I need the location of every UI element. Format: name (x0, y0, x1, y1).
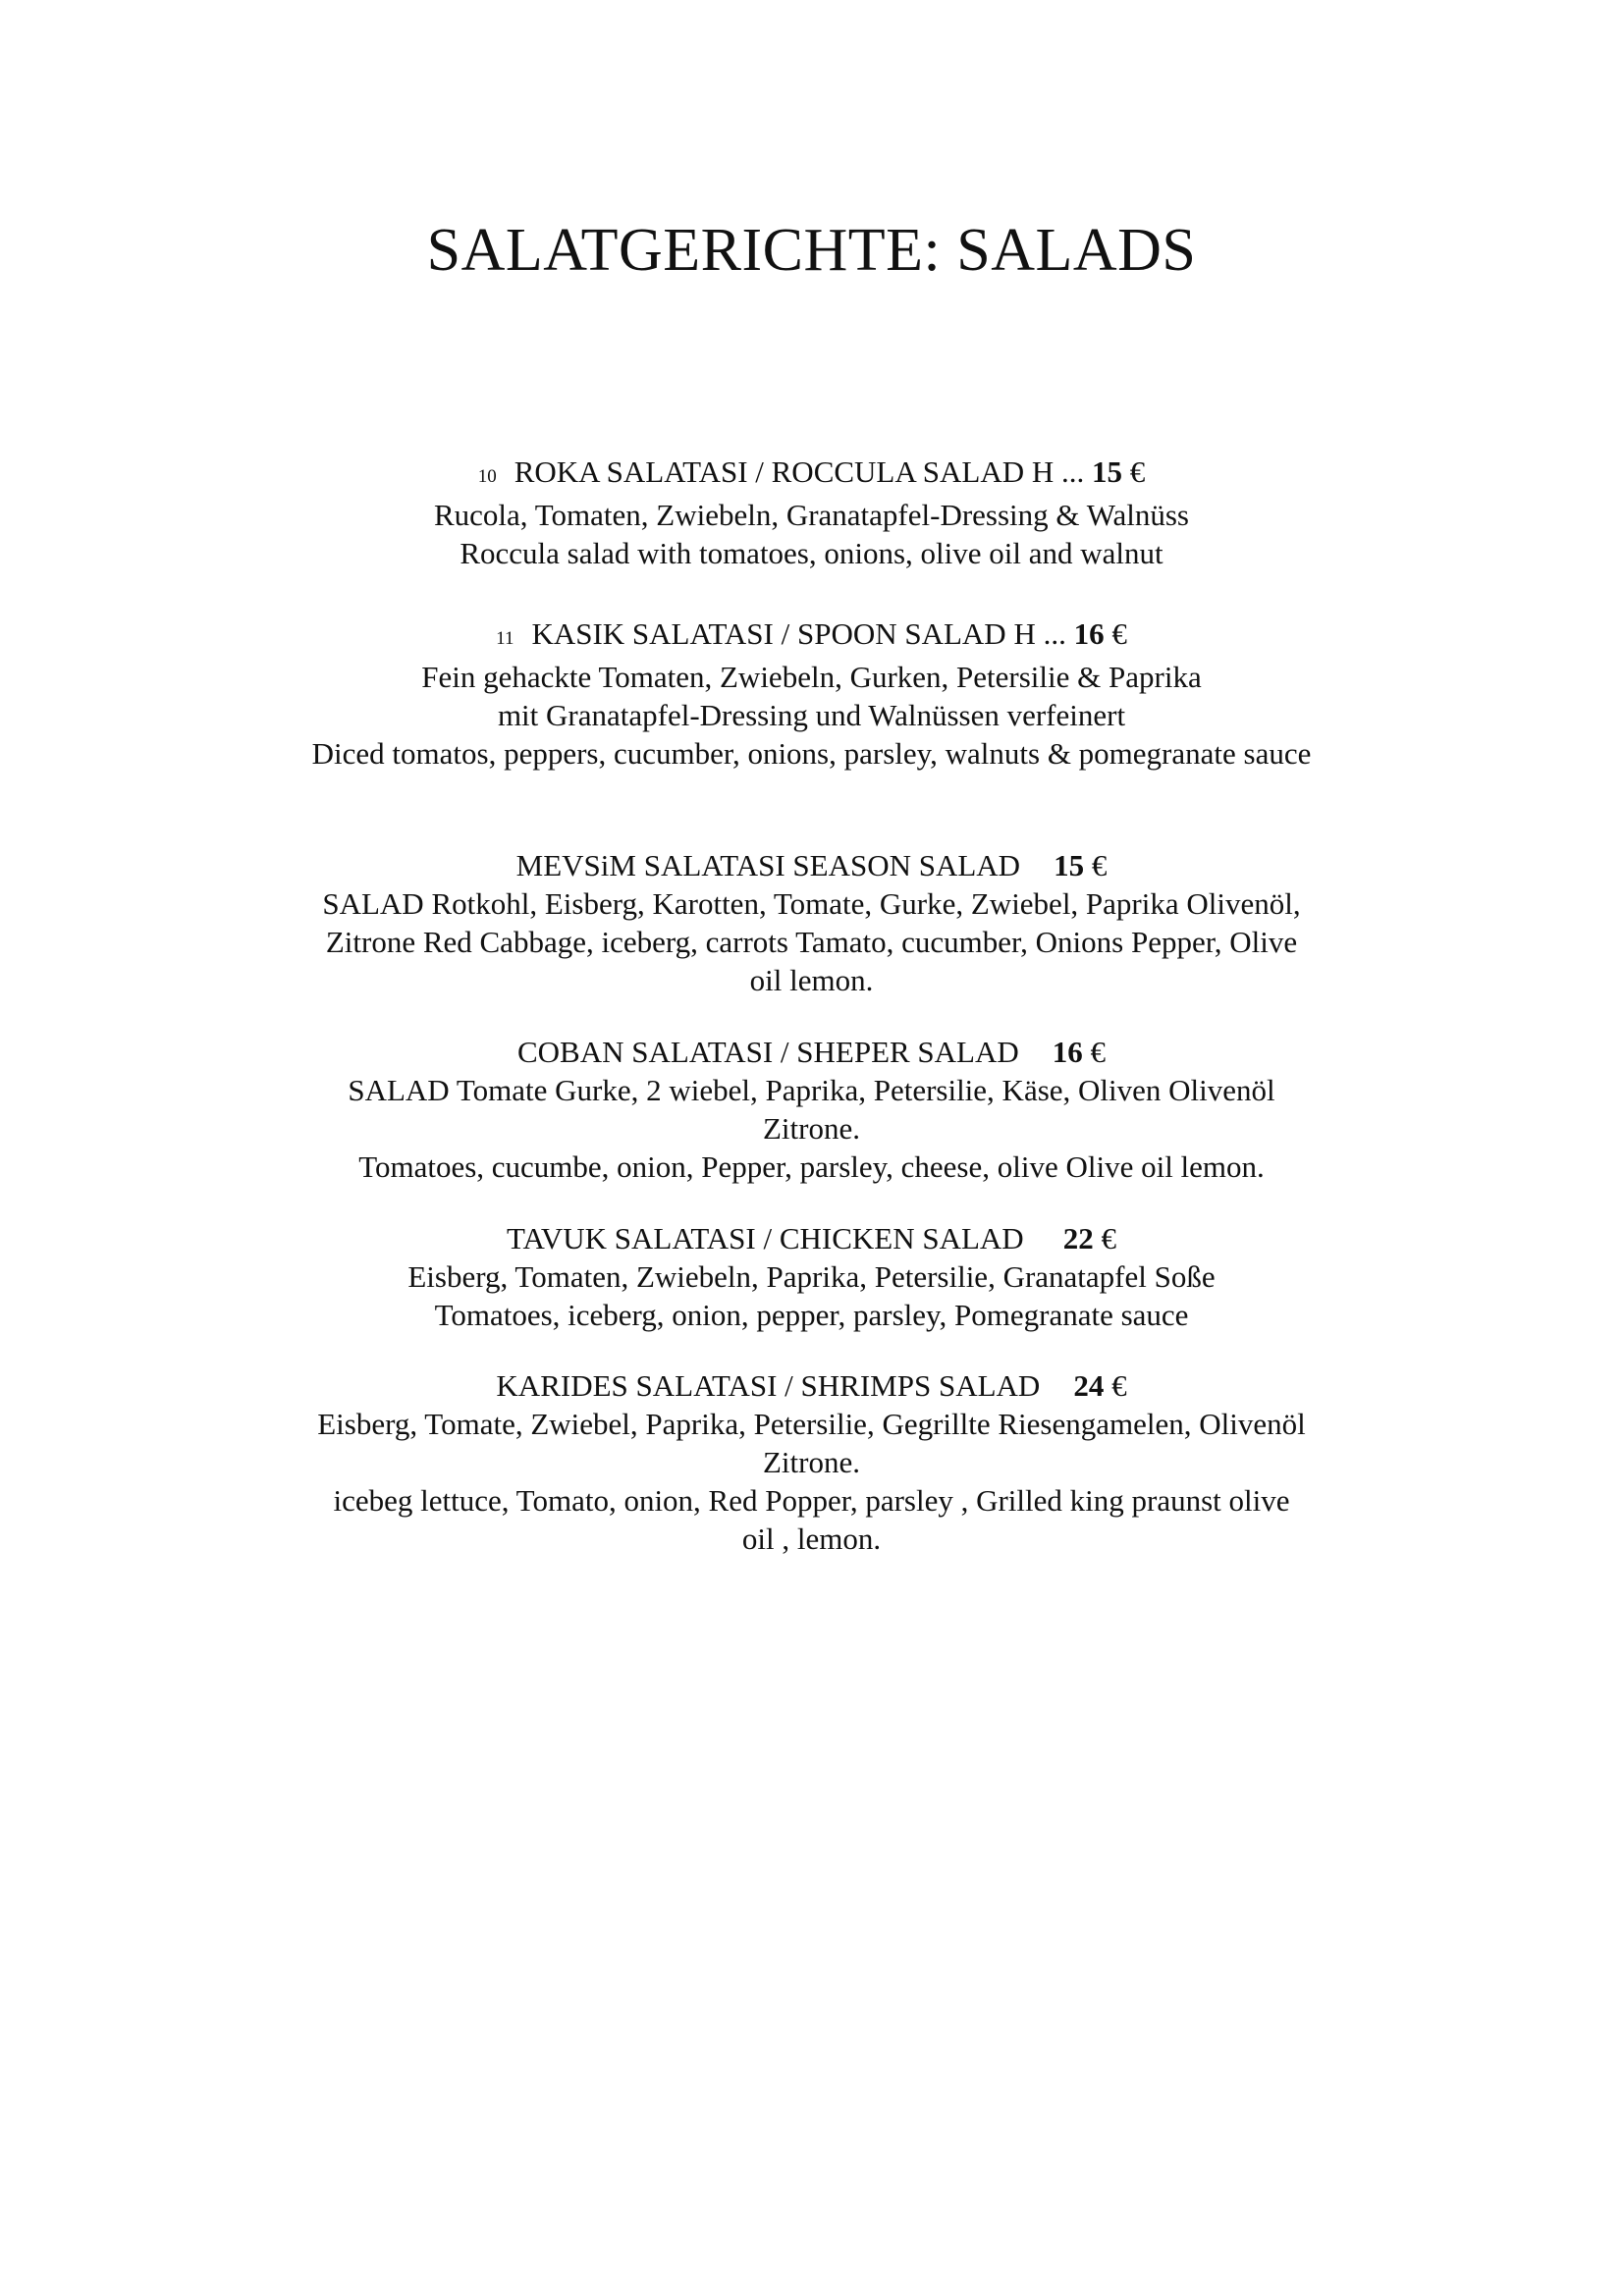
menu-item-header (0, 1033, 1623, 1071)
item-name: KARIDES SALATASI / SHRIMPS SALAD (496, 1368, 1041, 1403)
menu-item-tavuk-salatasi (0, 1219, 1623, 1334)
item-name: COBAN SALATASI / SHEPER SALAD (516, 1035, 1019, 1069)
item-description-line: mit Granatapfel-Dressing und Walnüssen verfeinert (497, 698, 1126, 732)
menu-item-header (0, 614, 1623, 658)
menu-item-header (0, 1219, 1623, 1257)
item-description-line: oil , lemon. (741, 1522, 882, 1556)
item-description-line: Diced tomatos, peppers, cucumber, onions, parsley, walnuts & pomegranate sauce (311, 736, 1312, 771)
item-description-line: icebeg lettuce, Tomato, onion, Red Popper, parsley , Grilled king praunst olive (333, 1483, 1290, 1518)
item-description-de: Eisberg, Tomaten, Zwiebeln, Paprika, Petersilie, Granatapfel Soße (407, 1259, 1216, 1294)
item-name: TAVUK SALATASI / CHICKEN SALAD (507, 1221, 1024, 1255)
item-description-en: Tomatoes, iceberg, onion, pepper, parsley, Pomegranate sauce (434, 1298, 1189, 1332)
item-description-line: Tomatoes, cucumbe, onion, Pepper, parsley, cheese, olive Olive oil lemon. (358, 1149, 1265, 1184)
item-description-line: Fein gehackte Tomaten, Zwiebeln, Gurken, Petersilie & Paprika (421, 660, 1202, 694)
menu-item-mevsim-salatasi (0, 846, 1623, 999)
item-name: ROKA SALATASI / ROCCULA SALAD H ... (514, 454, 1085, 489)
item-description-en: Roccula salad with tomatoes, onions, olive oil and walnut (460, 536, 1163, 570)
item-description-line: SALAD Rotkohl, Eisberg, Karotten, Tomate, Gurke, Zwiebel, Paprika Olivenöl, (322, 886, 1301, 921)
menu-item-coban-salatasi (0, 1033, 1623, 1186)
item-price: 16 (1052, 1035, 1083, 1069)
item-description-line: SALAD Tomate Gurke, 2 wiebel, Paprika, Petersilie, Käse, Oliven Olivenöl (348, 1073, 1275, 1107)
currency-symbol: € (1129, 454, 1146, 489)
menu-item-karides-salatasi (0, 1366, 1623, 1558)
item-name: MEVSiM SALATASI SEASON SALAD (515, 848, 1021, 882)
item-price: 15 (1092, 454, 1123, 489)
currency-symbol: € (1091, 848, 1108, 882)
currency-symbol: € (1111, 616, 1127, 651)
currency-symbol: € (1111, 1368, 1127, 1403)
item-price: 22 (1062, 1221, 1094, 1255)
currency-symbol: € (1101, 1221, 1116, 1255)
item-number: 10 (477, 466, 497, 487)
menu-item-header (0, 1366, 1623, 1405)
item-description-de: Rucola, Tomaten, Zwiebeln, Granatapfel-Dressing & Walnüss (434, 498, 1189, 532)
item-description-line: Zitrone Red Cabbage, iceberg, carrots Tamato, cucumber, Onions Pepper, Olive (325, 925, 1298, 959)
item-description-line: oil lemon. (749, 963, 874, 997)
menu-item-kasik-salatasi (0, 614, 1623, 773)
item-price: 15 (1054, 848, 1085, 882)
page-title: SALATGERICHTE: SALADS (426, 217, 1197, 284)
menu-item-header (0, 846, 1623, 884)
item-price: 24 (1073, 1368, 1105, 1403)
item-price: 16 (1073, 616, 1105, 651)
menu-item-header (0, 453, 1623, 496)
item-number: 11 (496, 628, 514, 649)
item-name: KASIK SALATASI / SPOON SALAD H ... (531, 616, 1066, 651)
item-description-line: Zitrone. (763, 1111, 860, 1146)
item-description-line: Eisberg, Tomate, Zwiebel, Paprika, Petersilie, Gegrillte Riesengamelen, Olivenöl (317, 1407, 1306, 1441)
menu-item-roka-salatasi (0, 453, 1623, 572)
item-description-line: Zitrone. (763, 1445, 860, 1479)
currency-symbol: € (1090, 1035, 1107, 1069)
